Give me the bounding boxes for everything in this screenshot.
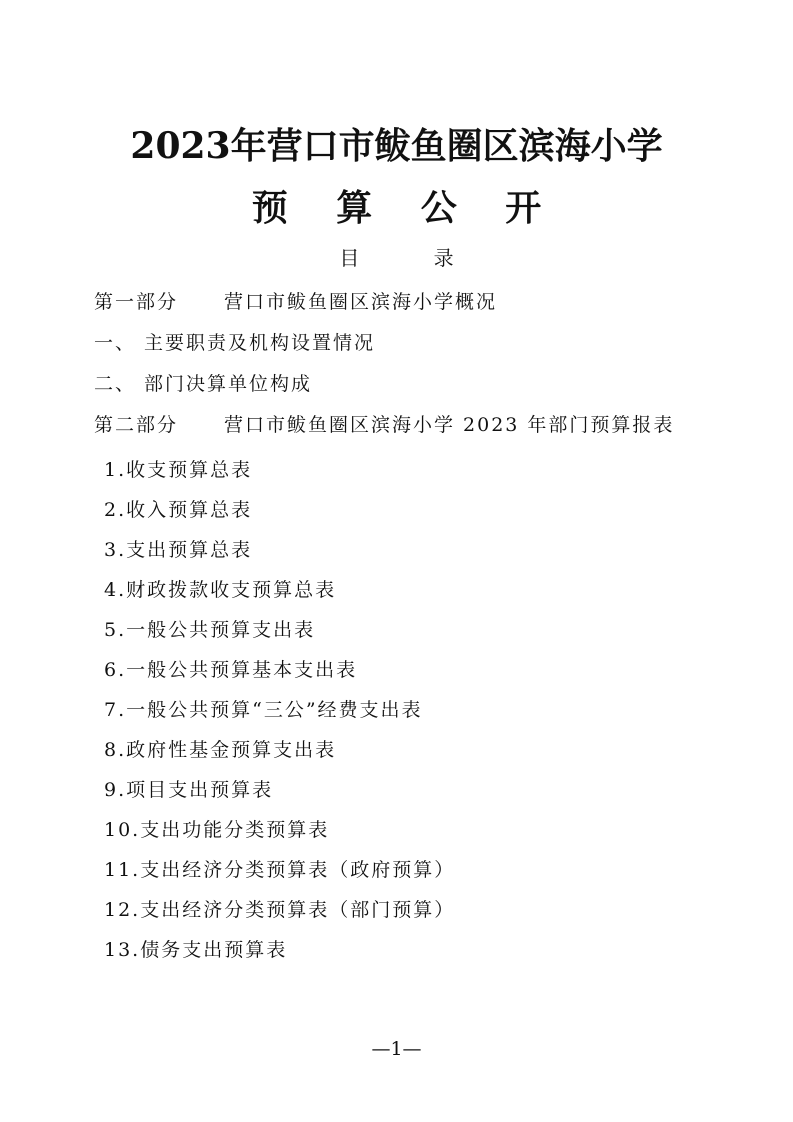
toc-part-label: 第一部分: [94, 291, 179, 313]
document-subtitle: 预 算 公 开: [251, 187, 560, 229]
toc-item: 12.支出经济分类预算表（部门预算）: [104, 899, 456, 921]
toc-item: 6.一般公共预算基本支出表: [104, 659, 358, 681]
toc-item: 9.项目支出预算表: [104, 779, 274, 801]
page-number: —1—: [371, 1038, 422, 1060]
toc-item: 3.支出预算总表: [104, 539, 253, 561]
toc-item: 13.债务支出预算表: [104, 939, 288, 961]
toc-item: 5.一般公共预算支出表: [104, 619, 316, 641]
toc-item: 10.支出功能分类预算表: [104, 819, 330, 841]
toc-item: 1.收支预算总表: [104, 459, 253, 481]
toc-item: 7.一般公共预算“三公”经费支出表: [104, 699, 423, 721]
document-title: 2023年营口市鲅鱼圈区滨海小学: [130, 125, 663, 167]
toc-item: 8.政府性基金预算支出表: [104, 739, 337, 761]
toc-part-label: 第二部分: [94, 414, 179, 436]
toc-item: 4.财政拨款收支预算总表: [104, 579, 337, 601]
toc-section: 一、 主要职责及机构设置情况: [94, 332, 376, 354]
toc-item: 11.支出经济分类预算表（政府预算）: [104, 859, 456, 881]
toc-section: 二、 部门决算单位构成: [94, 373, 313, 395]
toc-heading: 目 录: [339, 246, 488, 270]
toc-part-text: 营口市鲅鱼圈区滨海小学概况: [224, 291, 498, 313]
toc-part-2: [94, 412, 674, 438]
toc-part-text: 营口市鲅鱼圈区滨海小学 2023 年部门预算报表: [224, 414, 675, 436]
toc-item: 2.收入预算总表: [104, 499, 253, 521]
toc-part-1: [94, 289, 497, 315]
